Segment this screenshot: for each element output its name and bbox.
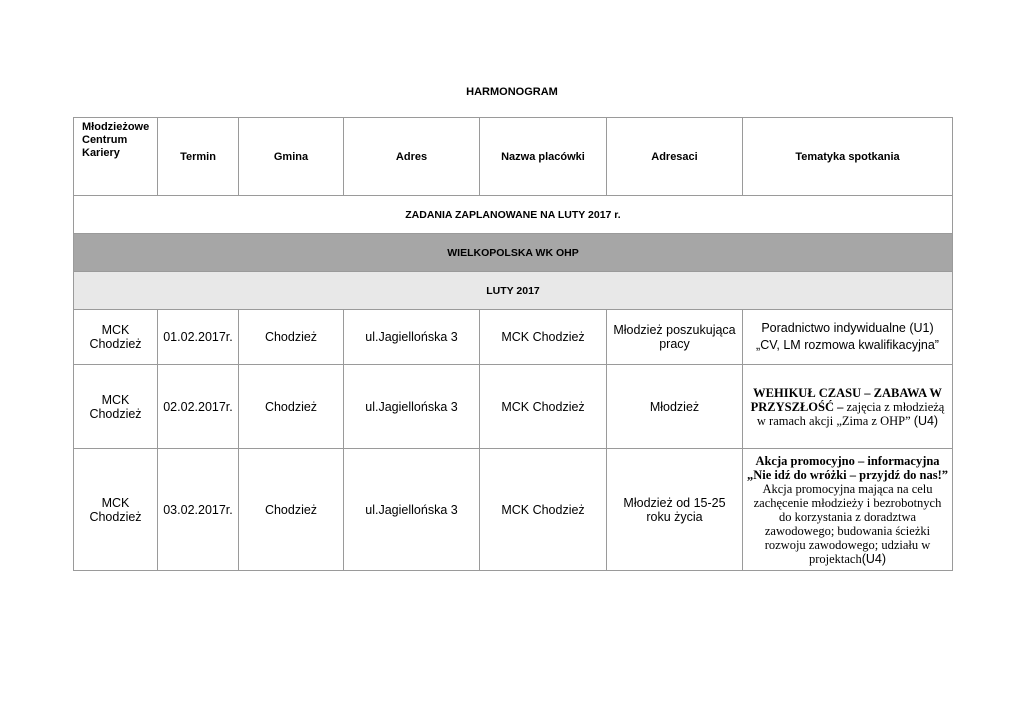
cell-center: MCK Chodzież bbox=[74, 310, 158, 365]
cell-facility: MCK Chodzież bbox=[480, 449, 607, 571]
header-facility: Nazwa placówki bbox=[480, 118, 607, 196]
cell-facility: MCK Chodzież bbox=[480, 365, 607, 449]
topic-code: (U4) bbox=[861, 551, 887, 566]
table-row bbox=[74, 449, 953, 571]
cell-address: ul.Jagiellońska 3 bbox=[344, 365, 480, 449]
topic-line: „CV, LM rozmowa kwalifikacyjna” bbox=[756, 338, 939, 352]
cell-facility: MCK Chodzież bbox=[480, 310, 607, 365]
header-topic: Tematyka spotkania bbox=[743, 118, 953, 196]
month-row bbox=[74, 272, 953, 310]
cell-center: MCK Chodzież bbox=[74, 449, 158, 571]
header-gmina: Gmina bbox=[239, 118, 344, 196]
table-row bbox=[74, 310, 953, 365]
header-row bbox=[74, 118, 953, 196]
header-center: Młodzieżowe Centrum Kariery bbox=[74, 118, 158, 196]
topic-line: Poradnictwo indywidualne (U1) bbox=[761, 321, 934, 335]
section-row bbox=[74, 196, 953, 234]
region-title: WIELKOPOLSKA WK OHP bbox=[74, 234, 953, 272]
cell-date: 01.02.2017r. bbox=[158, 310, 239, 365]
cell-date: 02.02.2017r. bbox=[158, 365, 239, 449]
schedule-table bbox=[73, 117, 953, 571]
cell-gmina: Chodzież bbox=[239, 449, 344, 571]
header-audience: Adresaci bbox=[607, 118, 743, 196]
cell-topic bbox=[743, 310, 953, 365]
header-address: Adres bbox=[344, 118, 480, 196]
topic-bold: WEHIKUŁ CZASU – ZABAWA W PRZYSZŁOŚĆ – bbox=[750, 385, 942, 414]
topic-code: (U4) bbox=[913, 413, 939, 428]
section-title: ZADANIA ZAPLANOWANE NA LUTY 2017 r. bbox=[74, 196, 953, 234]
table-row bbox=[74, 365, 953, 449]
topic-text: Akcja promocyjna mająca na celu zachęcenie młodzieży i bezrobotnych do korzystania z doradztwa zawodowego; budowania ścieżki rozwoju zawodowego; udziału w projektach bbox=[753, 481, 942, 566]
topic-text: zajęcia z młodzieżą w ramach akcji „Zima z OHP” bbox=[756, 399, 945, 428]
month-title: LUTY 2017 bbox=[74, 272, 953, 310]
header-date: Termin bbox=[158, 118, 239, 196]
region-row bbox=[74, 234, 953, 272]
cell-audience: Młodzież poszukująca pracy bbox=[607, 310, 743, 365]
cell-topic bbox=[743, 365, 953, 449]
page-title: HARMONOGRAM bbox=[466, 86, 558, 98]
cell-address: ul.Jagiellońska 3 bbox=[344, 310, 480, 365]
cell-address: ul.Jagiellońska 3 bbox=[344, 449, 480, 571]
cell-gmina: Chodzież bbox=[239, 310, 344, 365]
cell-audience: Młodzież bbox=[607, 365, 743, 449]
cell-date: 03.02.2017r. bbox=[158, 449, 239, 571]
cell-audience: Młodzież od 15-25 roku życia bbox=[607, 449, 743, 571]
cell-gmina: Chodzież bbox=[239, 365, 344, 449]
cell-topic bbox=[743, 449, 953, 571]
topic-bold: Akcja promocyjno – informacyjna „Nie idź do wróżki – przyjdź do nas!” bbox=[746, 453, 949, 482]
cell-center: MCK Chodzież bbox=[74, 365, 158, 449]
